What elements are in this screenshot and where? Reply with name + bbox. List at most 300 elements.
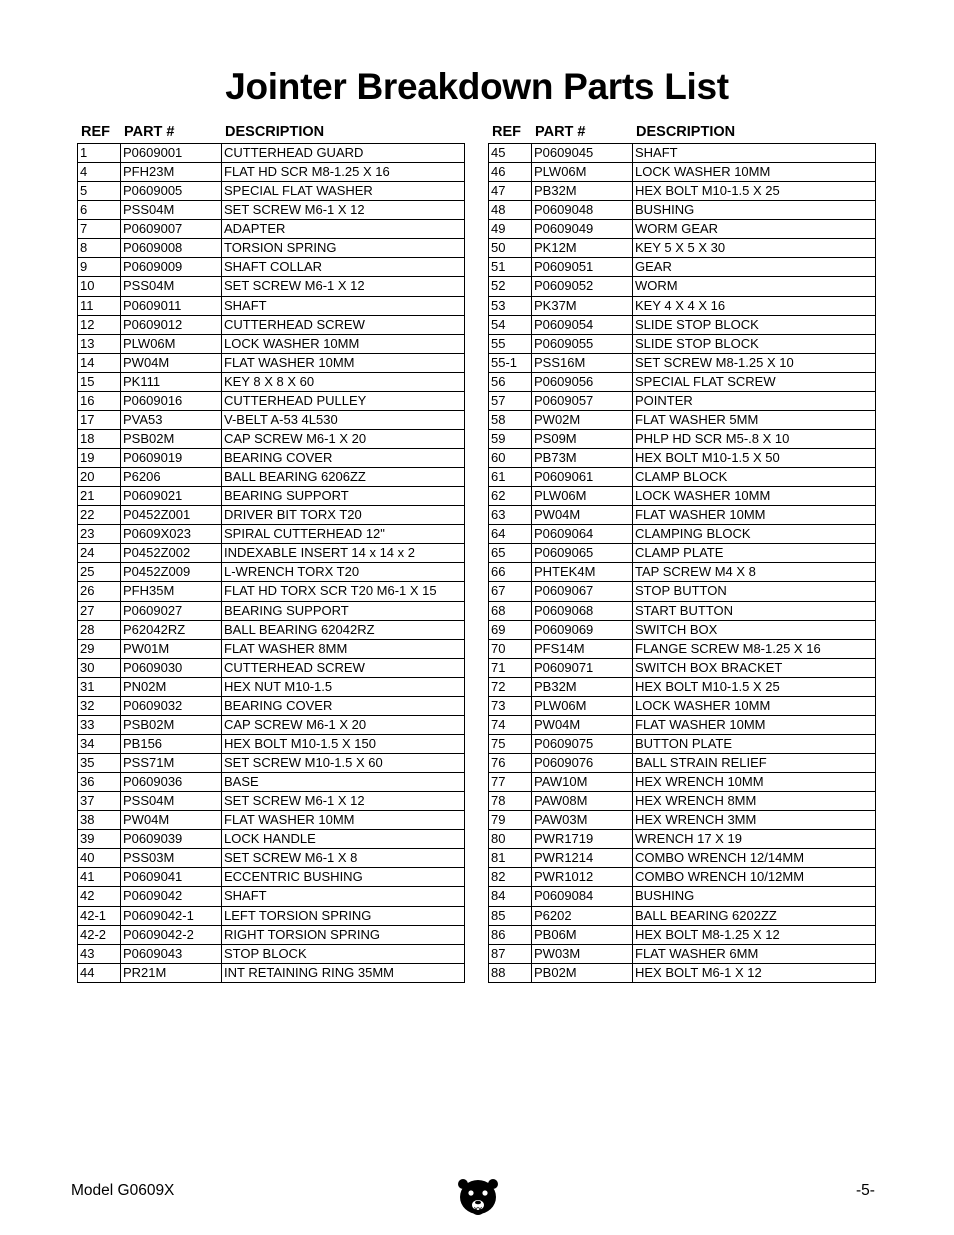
part-description: LOCK WASHER 10MM [633, 487, 876, 506]
part-description: KEY 4 X 4 X 16 [633, 296, 876, 315]
part-ref: 24 [78, 544, 121, 563]
part-description: HEX BOLT M10-1.5 X 25 [633, 677, 876, 696]
table-row [78, 639, 465, 658]
part-ref: 13 [78, 334, 121, 353]
table-row [78, 391, 465, 410]
part-ref: 10 [78, 277, 121, 296]
part-number: P6202 [532, 906, 633, 925]
parts-table-left [77, 143, 465, 983]
part-number: PWR1719 [532, 830, 633, 849]
part-number: PW01M [121, 639, 222, 658]
table-row [78, 182, 465, 201]
part-ref: 18 [78, 429, 121, 448]
part-description: WORM GEAR [633, 220, 876, 239]
table-row [489, 563, 876, 582]
part-description: FLAT WASHER 10MM [633, 506, 876, 525]
part-description: CAP SCREW M6-1 X 20 [222, 429, 465, 448]
part-ref: 14 [78, 353, 121, 372]
part-ref: 82 [489, 868, 532, 887]
table-row [489, 315, 876, 334]
part-description: SHAFT [222, 887, 465, 906]
table-row [489, 906, 876, 925]
part-ref: 32 [78, 696, 121, 715]
part-number: P0609041 [121, 868, 222, 887]
part-ref: 55-1 [489, 353, 532, 372]
part-number: P0609042 [121, 887, 222, 906]
part-ref: 36 [78, 773, 121, 792]
part-ref: 48 [489, 201, 532, 220]
part-description: BUSHING [633, 887, 876, 906]
part-number: PLW06M [532, 487, 633, 506]
table-row [78, 601, 465, 620]
part-number: PN02M [121, 677, 222, 696]
part-description: INT RETAINING RING 35MM [222, 963, 465, 982]
part-number: PSB02M [121, 715, 222, 734]
part-number: P0609051 [532, 258, 633, 277]
part-number: P0452Z002 [121, 544, 222, 563]
table-row [78, 658, 465, 677]
part-number: P0609069 [532, 620, 633, 639]
part-description: BEARING SUPPORT [222, 601, 465, 620]
part-ref: 6 [78, 201, 121, 220]
part-number: PFS14M [532, 639, 633, 658]
part-number: P0609012 [121, 315, 222, 334]
part-number: P0609001 [121, 144, 222, 163]
part-ref: 38 [78, 811, 121, 830]
part-description: BUSHING [633, 201, 876, 220]
part-number: P0609016 [121, 391, 222, 410]
parts-list-left [77, 121, 465, 983]
table-row [489, 792, 876, 811]
part-ref: 54 [489, 315, 532, 334]
part-description: COMBO WRENCH 12/14MM [633, 849, 876, 868]
part-ref: 8 [78, 239, 121, 258]
part-description: START BUTTON [633, 601, 876, 620]
part-description: BEARING COVER [222, 449, 465, 468]
part-number: PSS04M [121, 201, 222, 220]
part-description: SWITCH BOX BRACKET [633, 658, 876, 677]
part-number: P0609011 [121, 296, 222, 315]
part-number: P0609042-2 [121, 925, 222, 944]
part-number: PSS16M [532, 353, 633, 372]
part-ref: 79 [489, 811, 532, 830]
part-ref: 22 [78, 506, 121, 525]
table-row [78, 811, 465, 830]
part-description: PHLP HD SCR M5-.8 X 10 [633, 429, 876, 448]
part-ref: 67 [489, 582, 532, 601]
part-number: PW04M [121, 811, 222, 830]
part-number: PFH23M [121, 163, 222, 182]
part-ref: 42 [78, 887, 121, 906]
part-description: BASE [222, 773, 465, 792]
part-ref: 25 [78, 563, 121, 582]
part-number: PB02M [532, 963, 633, 982]
part-number: PW02M [532, 410, 633, 429]
part-number: PSS04M [121, 277, 222, 296]
part-ref: 34 [78, 734, 121, 753]
part-number: PW04M [532, 506, 633, 525]
part-description: HEX BOLT M8-1.25 X 12 [633, 925, 876, 944]
part-ref: 53 [489, 296, 532, 315]
part-description: STOP BUTTON [633, 582, 876, 601]
table-row [78, 830, 465, 849]
part-description: CLAMPING BLOCK [633, 525, 876, 544]
table-row [78, 506, 465, 525]
part-description: BALL BEARING 62042RZ [222, 620, 465, 639]
part-ref: 29 [78, 639, 121, 658]
part-ref: 69 [489, 620, 532, 639]
part-description: BEARING COVER [222, 696, 465, 715]
part-ref: 68 [489, 601, 532, 620]
part-description: SPECIAL FLAT WASHER [222, 182, 465, 201]
table-row [78, 887, 465, 906]
part-number: PW04M [532, 715, 633, 734]
table-row [78, 792, 465, 811]
part-ref: 20 [78, 468, 121, 487]
part-number: P0609007 [121, 220, 222, 239]
part-ref: 23 [78, 525, 121, 544]
part-number: PAW08M [532, 792, 633, 811]
header-part-number: PART # [535, 123, 586, 140]
part-number: P0452Z001 [121, 506, 222, 525]
part-description: CLAMP PLATE [633, 544, 876, 563]
table-row [489, 487, 876, 506]
page-number: -5- [856, 1182, 875, 1199]
part-ref: 57 [489, 391, 532, 410]
header-ref: REF [81, 123, 110, 140]
part-description: INDEXABLE INSERT 14 x 14 x 2 [222, 544, 465, 563]
part-ref: 35 [78, 754, 121, 773]
part-description: CAP SCREW M6-1 X 20 [222, 715, 465, 734]
part-ref: 40 [78, 849, 121, 868]
part-description: CLAMP BLOCK [633, 468, 876, 487]
part-description: HEX WRENCH 8MM [633, 792, 876, 811]
part-ref: 50 [489, 239, 532, 258]
part-description: HEX WRENCH 3MM [633, 811, 876, 830]
part-ref: 17 [78, 410, 121, 429]
part-number: P0609065 [532, 544, 633, 563]
part-number: PWR1012 [532, 868, 633, 887]
part-number: P0609054 [532, 315, 633, 334]
table-row [78, 429, 465, 448]
part-number: PB156 [121, 734, 222, 753]
page-title: Jointer Breakdown Parts List [225, 66, 729, 107]
table-row [489, 773, 876, 792]
part-description: FLAT HD TORX SCR T20 M6-1 X 15 [222, 582, 465, 601]
part-description: GEAR [633, 258, 876, 277]
part-ref: 41 [78, 868, 121, 887]
table-row [489, 182, 876, 201]
table-row [489, 734, 876, 753]
table-row [78, 525, 465, 544]
part-description: SLIDE STOP BLOCK [633, 334, 876, 353]
table-row [489, 429, 876, 448]
part-description: CUTTERHEAD GUARD [222, 144, 465, 163]
part-number: P0609042-1 [121, 906, 222, 925]
part-ref: 9 [78, 258, 121, 277]
part-ref: 19 [78, 449, 121, 468]
part-ref: 16 [78, 391, 121, 410]
table-row [489, 391, 876, 410]
part-description: ECCENTRIC BUSHING [222, 868, 465, 887]
part-description: ADAPTER [222, 220, 465, 239]
table-row [78, 734, 465, 753]
part-description: FLAT WASHER 10MM [633, 715, 876, 734]
header-part-number: PART # [124, 123, 175, 140]
part-ref: 59 [489, 429, 532, 448]
part-description: FLAT WASHER 6MM [633, 944, 876, 963]
table-row [489, 887, 876, 906]
part-ref: 37 [78, 792, 121, 811]
part-ref: 73 [489, 696, 532, 715]
table-row [489, 754, 876, 773]
part-description: FLAT WASHER 8MM [222, 639, 465, 658]
part-number: P0609049 [532, 220, 633, 239]
part-number: P0609005 [121, 182, 222, 201]
part-number: P0609084 [532, 887, 633, 906]
part-number: PLW06M [532, 696, 633, 715]
header-description: DESCRIPTION [225, 123, 325, 140]
part-description: SPECIAL FLAT SCREW [633, 372, 876, 391]
part-description: SET SCREW M6-1 X 12 [222, 277, 465, 296]
part-number: PVA53 [121, 410, 222, 429]
part-description: POINTER [633, 391, 876, 410]
part-ref: 63 [489, 506, 532, 525]
part-number: P0609019 [121, 449, 222, 468]
part-ref: 31 [78, 677, 121, 696]
part-description: SET SCREW M10-1.5 X 60 [222, 754, 465, 773]
part-number: PHTEK4M [532, 563, 633, 582]
table-row [489, 601, 876, 620]
table-row [78, 677, 465, 696]
table-row [489, 944, 876, 963]
part-number: P0609067 [532, 582, 633, 601]
part-description: HEX BOLT M10-1.5 X 25 [633, 182, 876, 201]
part-number: PSS71M [121, 754, 222, 773]
header-description: DESCRIPTION [636, 123, 736, 140]
table-row [489, 658, 876, 677]
header-ref: REF [492, 123, 521, 140]
part-description: RIGHT TORSION SPRING [222, 925, 465, 944]
part-number: PB32M [532, 677, 633, 696]
part-description: SHAFT [633, 144, 876, 163]
part-ref: 78 [489, 792, 532, 811]
table-row [78, 334, 465, 353]
table-row [489, 468, 876, 487]
part-number: PSS03M [121, 849, 222, 868]
part-ref: 30 [78, 658, 121, 677]
part-ref: 43 [78, 944, 121, 963]
part-ref: 46 [489, 163, 532, 182]
part-ref: 77 [489, 773, 532, 792]
part-description: SHAFT COLLAR [222, 258, 465, 277]
table-row [78, 544, 465, 563]
part-ref: 27 [78, 601, 121, 620]
table-row [489, 715, 876, 734]
part-description: FLAT HD SCR M8-1.25 X 16 [222, 163, 465, 182]
part-ref: 66 [489, 563, 532, 582]
part-ref: 84 [489, 887, 532, 906]
part-number: P0609055 [532, 334, 633, 353]
table-row [78, 277, 465, 296]
part-number: P0609030 [121, 658, 222, 677]
part-ref: 7 [78, 220, 121, 239]
part-description: LOCK HANDLE [222, 830, 465, 849]
part-description: BUTTON PLATE [633, 734, 876, 753]
part-ref: 39 [78, 830, 121, 849]
part-ref: 75 [489, 734, 532, 753]
table-row [78, 449, 465, 468]
part-number: P62042RZ [121, 620, 222, 639]
table-row [78, 620, 465, 639]
table-row [489, 239, 876, 258]
part-number: PWR1214 [532, 849, 633, 868]
part-ref: 49 [489, 220, 532, 239]
table-row [489, 963, 876, 982]
part-description: BALL BEARING 6206ZZ [222, 468, 465, 487]
part-description: HEX BOLT M10-1.5 X 150 [222, 734, 465, 753]
table-row [489, 830, 876, 849]
part-number: P0609076 [532, 754, 633, 773]
part-number: PAW03M [532, 811, 633, 830]
part-number: PK12M [532, 239, 633, 258]
part-ref: 81 [489, 849, 532, 868]
table-row [78, 773, 465, 792]
part-number: P0609048 [532, 201, 633, 220]
table-row [489, 639, 876, 658]
table-row [489, 696, 876, 715]
table-row [489, 544, 876, 563]
part-ref: 5 [78, 182, 121, 201]
part-ref: 87 [489, 944, 532, 963]
part-ref: 65 [489, 544, 532, 563]
table-row [78, 220, 465, 239]
column-headers [488, 121, 876, 142]
part-number: P0609045 [532, 144, 633, 163]
part-description: WORM [633, 277, 876, 296]
part-description: V-BELT A-53 4L530 [222, 410, 465, 429]
part-number: P0609X023 [121, 525, 222, 544]
part-description: KEY 8 X 8 X 60 [222, 372, 465, 391]
part-ref: 72 [489, 677, 532, 696]
part-ref: 15 [78, 372, 121, 391]
part-ref: 70 [489, 639, 532, 658]
part-description: FLANGE SCREW M8-1.25 X 16 [633, 639, 876, 658]
part-description: DRIVER BIT TORX T20 [222, 506, 465, 525]
part-description: SET SCREW M6-1 X 12 [222, 201, 465, 220]
part-description: FLAT WASHER 10MM [222, 811, 465, 830]
part-ref: 45 [489, 144, 532, 163]
table-row [489, 144, 876, 163]
part-ref: 42-1 [78, 906, 121, 925]
part-ref: 4 [78, 163, 121, 182]
part-description: HEX BOLT M10-1.5 X 50 [633, 449, 876, 468]
part-ref: 71 [489, 658, 532, 677]
table-row [489, 372, 876, 391]
part-ref: 61 [489, 468, 532, 487]
part-ref: 76 [489, 754, 532, 773]
bear-logo-icon [457, 1176, 499, 1222]
part-description: BALL BEARING 6202ZZ [633, 906, 876, 925]
part-description: HEX BOLT M6-1 X 12 [633, 963, 876, 982]
part-number: P0609009 [121, 258, 222, 277]
part-number: PSS04M [121, 792, 222, 811]
part-number: P0609064 [532, 525, 633, 544]
part-description: SET SCREW M8-1.25 X 10 [633, 353, 876, 372]
part-ref: 42-2 [78, 925, 121, 944]
table-row [78, 582, 465, 601]
part-number: P0452Z009 [121, 563, 222, 582]
table-row [78, 353, 465, 372]
table-row [489, 868, 876, 887]
part-number: PB32M [532, 182, 633, 201]
part-description: WRENCH 17 X 19 [633, 830, 876, 849]
table-row [489, 525, 876, 544]
part-ref: 11 [78, 296, 121, 315]
part-number: P0609036 [121, 773, 222, 792]
part-ref: 44 [78, 963, 121, 982]
part-description: SLIDE STOP BLOCK [633, 315, 876, 334]
part-number: P0609071 [532, 658, 633, 677]
part-ref: 47 [489, 182, 532, 201]
part-ref: 56 [489, 372, 532, 391]
part-ref: 62 [489, 487, 532, 506]
table-row [78, 906, 465, 925]
part-number: P6206 [121, 468, 222, 487]
table-row [78, 144, 465, 163]
table-row [489, 410, 876, 429]
table-row [489, 449, 876, 468]
part-number: PFH35M [121, 582, 222, 601]
table-row [489, 334, 876, 353]
table-row [489, 849, 876, 868]
part-ref: 55 [489, 334, 532, 353]
table-row [78, 944, 465, 963]
table-row [78, 163, 465, 182]
part-description: SET SCREW M6-1 X 8 [222, 849, 465, 868]
part-ref: 26 [78, 582, 121, 601]
part-ref: 86 [489, 925, 532, 944]
part-number: PB73M [532, 449, 633, 468]
part-description: BALL STRAIN RELIEF [633, 754, 876, 773]
part-description: FLAT WASHER 10MM [222, 353, 465, 372]
part-number: P0609056 [532, 372, 633, 391]
table-row [489, 201, 876, 220]
part-number: P0609027 [121, 601, 222, 620]
table-row [489, 925, 876, 944]
table-row [78, 696, 465, 715]
table-row [78, 239, 465, 258]
table-row [489, 258, 876, 277]
table-row [78, 487, 465, 506]
part-description: SHAFT [222, 296, 465, 315]
part-number: P0609061 [532, 468, 633, 487]
part-number: P0609039 [121, 830, 222, 849]
table-row [78, 372, 465, 391]
part-description: LOCK WASHER 10MM [222, 334, 465, 353]
table-row [78, 296, 465, 315]
part-ref: 33 [78, 715, 121, 734]
part-number: P0609008 [121, 239, 222, 258]
part-description: STOP BLOCK [222, 944, 465, 963]
part-number: PK111 [121, 372, 222, 391]
part-number: PLW06M [121, 334, 222, 353]
table-row [78, 258, 465, 277]
table-row [78, 315, 465, 334]
table-row [78, 754, 465, 773]
part-ref: 52 [489, 277, 532, 296]
part-ref: 64 [489, 525, 532, 544]
